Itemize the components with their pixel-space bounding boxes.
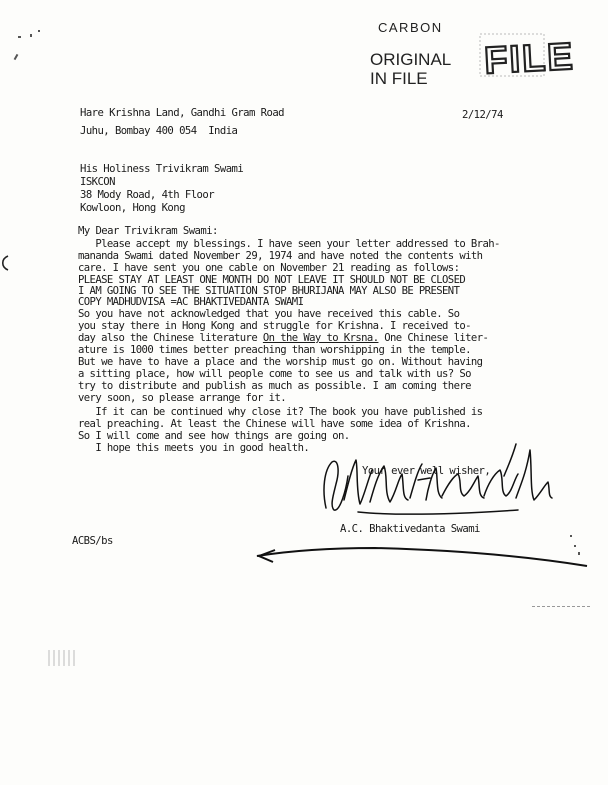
body-line: So you have not acknowledged that you have received this cable. So [78,308,460,320]
body-text: day also the Chinese literature [78,332,263,344]
body-line: you stay there in Hong Kong and struggle for Krishna. I received to- [78,320,471,332]
cable-line: COPY MADHUDVISA =AC BHAKTIVEDANTA SWAMI [78,296,304,308]
margin-mark [570,535,572,537]
body-line: mananda Swami dated November 29, 1974 and have noted the contents with [78,250,483,262]
body-line: Please accept my blessings. I have seen your letter addressed to Brah- [78,238,500,250]
recipient-street: 38 Mody Road, 4th Floor [80,189,215,201]
body-line: If it can be continued why close it? The book you have published is [78,406,483,418]
margin-mark [30,34,32,37]
body-line: very soon, so please arrange for it. [78,392,287,404]
valediction: Your ever well wisher, [362,465,491,477]
original-stamp-line2: IN FILE [370,69,428,88]
original-in-file-stamp [370,50,451,88]
body-line: real preaching. At least the Chinese will have some idea of Krishna. [78,418,471,430]
sender-address-line2: Juhu, Bombay 400 054 India [80,125,238,137]
body-line: ature is 1000 times better preaching than worshipping in the temple. [78,344,471,356]
margin-bracket-mark [0,255,10,271]
carbon-stamp: CARBON [378,20,443,35]
smudge-mark [48,650,76,666]
salutation: My Dear Trivikram Swami: [78,225,218,237]
body-line: a sitting place, how will people come to see us and talk with us? So [78,368,471,380]
faint-dotted-line [532,606,590,607]
body-line: But we have to have a place and the worship must go on. Without having [78,356,483,368]
body-line: So I will come and see how things are going on. [78,430,350,442]
handwritten-signature [318,440,556,522]
cable-line: PLEASE STAY AT LEAST ONE MONTH DO NOT LEAVE IT SHOULD NOT BE CLOSED [78,274,466,286]
margin-mark [14,54,19,60]
signer-name: A.C. Bhaktivedanta Swami [340,523,480,535]
cable-line: I AM GOING TO SEE THE SITUATION STOP BHURIJANA MAY ALSO BE PRESENT [78,285,460,297]
margin-mark [38,30,40,32]
recipient-city: Kowloon, Hong Kong [80,202,185,214]
body-text: One Chinese liter- [378,332,489,344]
file-stamp [478,28,576,83]
margin-mark [574,545,576,547]
book-title: On the Way to Krsna. [262,332,379,344]
body-line: care. I have sent you one cable on November 21 reading as follows: [78,262,460,274]
original-stamp-line1: ORIGINAL [370,50,452,69]
recipient-name: His Holiness Trivikram Swami [80,163,244,175]
hand-drawn-arrow [255,540,595,574]
letter-date: 2/12/74 [462,109,503,121]
svg-text:FILE: FILE [483,35,576,83]
margin-mark [18,36,21,38]
body-line: I hope this meets you in good health. [78,442,310,454]
body-line [78,332,488,344]
sender-address-line1: Hare Krishna Land, Gandhi Gram Road [80,107,284,119]
recipient-org: ISKCON [80,176,115,188]
margin-mark [578,552,580,555]
typist-initials: ACBS/bs [72,535,113,547]
body-line: try to distribute and publish as much as possible. I am coming there [78,380,471,392]
